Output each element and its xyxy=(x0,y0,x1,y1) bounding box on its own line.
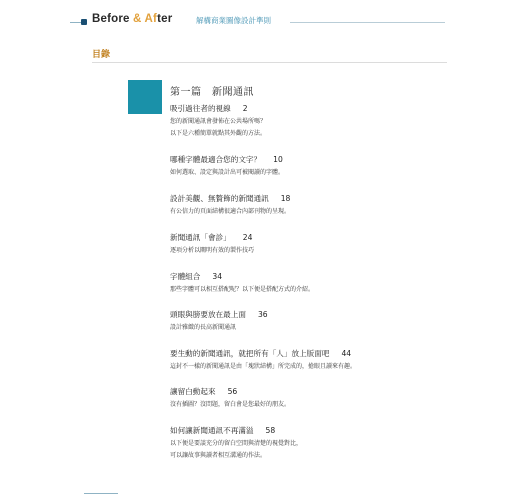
toc-entry[interactable] xyxy=(170,194,290,217)
entry-desc: 逐項分析以闡明有效的製作技巧 xyxy=(170,247,255,254)
toc-entry[interactable] xyxy=(170,155,284,178)
entry-desc: 有公信力的頁面結構很適合內部刊物的呈現。 xyxy=(170,208,291,215)
brand-af: Af xyxy=(141,13,158,25)
entry-page: 18 xyxy=(280,194,291,203)
entry-title: 讓留白動起來 xyxy=(170,387,216,396)
entry-page: 56 xyxy=(227,387,238,396)
entry-title: 吸引過往者的視線 xyxy=(170,104,231,113)
entry-desc: 那些字體可以相互搭配呢？以下便是搭配方式的介紹。 xyxy=(170,286,315,293)
entry-page: 58 xyxy=(265,426,276,435)
entry-title: 哪種字體最適合您的文字？ xyxy=(170,155,262,164)
entry-title: 字體組合 xyxy=(170,272,201,281)
header-marker xyxy=(81,19,87,25)
header-rule-right xyxy=(290,22,445,23)
toc-entry[interactable] xyxy=(170,272,314,295)
toc-entry[interactable] xyxy=(170,426,302,461)
entry-page: 44 xyxy=(341,349,352,358)
header-brand xyxy=(92,13,172,25)
entry-title: 頭眼與膀要放在最上面 xyxy=(170,310,246,319)
entry-desc: 沒有插圖？沒問題，留白會是您最好的朋友。 xyxy=(170,401,291,408)
entry-page: 34 xyxy=(212,272,223,281)
entry-desc: 設計雅緻的長高新聞通訊 xyxy=(170,324,237,331)
entry-desc: 您的新聞通訊會發佈在公共場所嗎？ xyxy=(170,118,267,125)
toc-entry[interactable] xyxy=(170,310,268,333)
toc-label: 目錄 xyxy=(92,50,111,60)
toc-entry[interactable] xyxy=(170,233,254,256)
entry-title: 要生動的新聞通訊，就把所有「人」放上版面吧 xyxy=(170,349,330,358)
entry-desc: 如何選取、設定與設計出可被閱讀的字體。 xyxy=(170,169,285,176)
chapter-marker xyxy=(128,80,162,114)
footer-rule xyxy=(84,493,118,494)
entry-title: 設計美觀、無贅飾的新聞通訊 xyxy=(170,194,269,203)
entry-desc: 這封不一樣的新聞通訊是由「塊狀結構」所完成的，搶眼且讀來有趣。 xyxy=(170,363,357,370)
brand-amp: & xyxy=(133,13,142,25)
brand-before: Before xyxy=(92,13,134,25)
entry-page: 2 xyxy=(242,104,248,113)
toc-divider xyxy=(92,62,447,63)
brand-ter: ter xyxy=(157,13,173,25)
entry-desc: 以下便是要談充分的留白空間與清楚的視覺對比， xyxy=(170,440,303,447)
toc-entry[interactable] xyxy=(170,104,266,139)
entry-title: 如何讓新聞通訊不再滿溢 xyxy=(170,426,254,435)
entry-title: 新聞通訊「會診」 xyxy=(170,233,231,242)
entry-page: 24 xyxy=(242,233,253,242)
entry-desc: 以下是六種簡單就點其外觀的方法。 xyxy=(170,130,267,137)
chapter-title: 第一篇 新聞通訊 xyxy=(170,87,254,98)
entry-page: 10 xyxy=(273,155,283,164)
toc-entry[interactable] xyxy=(170,349,356,372)
toc-entry[interactable] xyxy=(170,387,290,410)
header-subtitle: 解構商業圖像設計準則 xyxy=(196,16,271,25)
entry-desc: 可以讓故事與讀者相互溝通的作法。 xyxy=(170,452,267,459)
entry-page: 36 xyxy=(257,310,268,319)
